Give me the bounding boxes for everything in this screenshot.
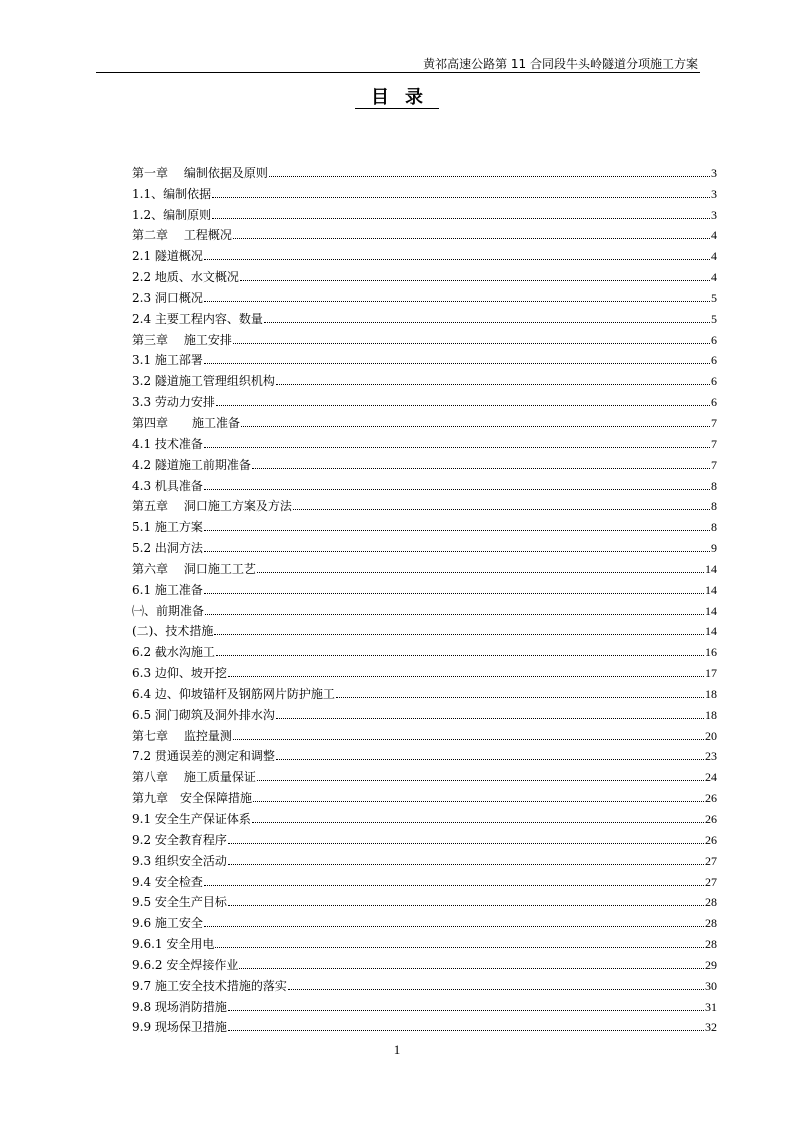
dot-leader bbox=[241, 425, 710, 427]
dot-leader bbox=[212, 196, 710, 198]
toc-entry[interactable] bbox=[132, 993, 717, 1014]
dot-leader bbox=[336, 696, 704, 698]
toc-entry-label: 9.9 现场保卫措施 bbox=[132, 1020, 227, 1035]
toc-entry-page: 5 bbox=[711, 290, 717, 305]
toc-entry-page: 30 bbox=[705, 978, 717, 993]
toc-entry[interactable] bbox=[132, 305, 717, 326]
toc-entry[interactable] bbox=[132, 534, 717, 555]
toc-entry-label: (二)、技术措施 bbox=[132, 624, 214, 639]
toc-entry[interactable] bbox=[132, 242, 717, 263]
dot-leader bbox=[233, 237, 710, 239]
toc-entry[interactable] bbox=[132, 722, 717, 743]
toc-entry-page: 6 bbox=[711, 353, 717, 368]
toc-entry-page: 6 bbox=[711, 374, 717, 389]
toc-entry[interactable] bbox=[132, 763, 717, 784]
toc-entry-page: 23 bbox=[705, 749, 717, 764]
toc-entry-label: 9.2 安全教育程序 bbox=[132, 832, 227, 847]
toc-entry[interactable] bbox=[132, 576, 717, 597]
toc-entry[interactable] bbox=[132, 743, 717, 764]
toc-entry[interactable] bbox=[132, 701, 717, 722]
toc-entry-page: 20 bbox=[705, 728, 717, 743]
toc-entry[interactable] bbox=[132, 1014, 717, 1035]
dot-leader bbox=[276, 758, 704, 760]
toc-entry-label: 6.4 边、仰坡锚杆及钢筋网片防护施工 bbox=[132, 686, 335, 701]
toc-entry-page: 26 bbox=[705, 832, 717, 847]
dot-leader bbox=[288, 988, 704, 990]
dot-leader bbox=[228, 904, 704, 906]
toc-entry[interactable] bbox=[132, 326, 717, 347]
toc-entry[interactable] bbox=[132, 555, 717, 576]
toc-entry-page: 27 bbox=[705, 853, 717, 868]
toc-entry[interactable] bbox=[132, 597, 717, 618]
toc-title bbox=[0, 86, 794, 110]
toc-entry-label: 9.5 安全生产目标 bbox=[132, 895, 227, 910]
toc-entry-label: 第六章 洞口施工工艺 bbox=[132, 561, 256, 576]
dot-leader bbox=[204, 362, 710, 364]
toc-entry-page: 6 bbox=[711, 395, 717, 410]
toc-entry-page: 8 bbox=[711, 520, 717, 535]
toc-entry-page: 7 bbox=[711, 457, 717, 472]
toc-entry[interactable] bbox=[132, 972, 717, 993]
toc-entry[interactable] bbox=[132, 659, 717, 680]
toc-entry[interactable] bbox=[132, 201, 717, 222]
dot-leader bbox=[216, 654, 704, 656]
toc-entry-label: 3.3 劳动力安排 bbox=[132, 395, 215, 410]
toc-entry-page: 4 bbox=[711, 249, 717, 264]
toc-entry-label: 第一章 编制依据及原则 bbox=[132, 165, 268, 180]
dot-leader bbox=[269, 175, 710, 177]
toc-entry-page: 31 bbox=[705, 999, 717, 1014]
toc-entry[interactable] bbox=[132, 472, 717, 493]
toc-entry-page: 32 bbox=[705, 1020, 717, 1035]
toc-entry-label: 2.1 隧道概况 bbox=[132, 249, 203, 264]
toc-entry[interactable] bbox=[132, 680, 717, 701]
toc-entry[interactable] bbox=[132, 618, 717, 639]
toc-entry-page: 26 bbox=[705, 791, 717, 806]
dot-leader bbox=[293, 508, 710, 510]
toc-entry-page: 17 bbox=[705, 666, 717, 681]
toc-entry-label: 6.1 施工准备 bbox=[132, 582, 203, 597]
toc-entry-page: 7 bbox=[711, 436, 717, 451]
toc-entry-label: 9.1 安全生产保证体系 bbox=[132, 812, 251, 826]
dot-leader bbox=[233, 342, 710, 344]
toc-entry-page: 7 bbox=[711, 415, 717, 430]
toc-entry-page: 26 bbox=[705, 812, 717, 826]
toc-entry-page: 18 bbox=[705, 686, 717, 701]
toc-entry-label: 9.4 安全检查 bbox=[132, 874, 203, 889]
dot-leader bbox=[215, 946, 704, 948]
dot-leader bbox=[257, 779, 704, 781]
dot-leader bbox=[204, 592, 704, 594]
toc-entry-label: 6.2 截水沟施工 bbox=[132, 645, 215, 660]
dot-leader bbox=[212, 217, 710, 219]
toc-entry-label: 第五章 洞口施工方案及方法 bbox=[132, 499, 292, 514]
dot-leader bbox=[240, 279, 710, 281]
dot-leader bbox=[239, 967, 704, 969]
dot-leader bbox=[276, 717, 704, 719]
toc-entry-label: ㈠、前期准备 bbox=[132, 603, 205, 618]
toc-entry-page: 5 bbox=[711, 311, 717, 326]
toc-entry-page: 3 bbox=[711, 186, 717, 201]
dot-leader bbox=[204, 925, 704, 927]
toc-entry-page: 16 bbox=[705, 645, 717, 660]
dot-leader bbox=[253, 800, 704, 802]
toc-entry-page: 14 bbox=[705, 561, 717, 576]
toc-entry[interactable] bbox=[132, 493, 717, 514]
dot-leader bbox=[204, 258, 710, 260]
toc-entry[interactable] bbox=[132, 451, 717, 472]
toc-entry-page: 29 bbox=[705, 957, 717, 972]
toc-entry-label: 5.1 施工方案 bbox=[132, 520, 203, 535]
toc-entry-label: 第九章 安全保障措施 bbox=[132, 791, 253, 806]
document-header-title: 黄祁高速公路第 11 合同段牛头岭隧道分项施工方案 bbox=[423, 57, 698, 71]
table-of-contents bbox=[132, 159, 717, 1034]
toc-entry-page: 4 bbox=[711, 228, 717, 243]
toc-entry-page: 27 bbox=[705, 874, 717, 889]
toc-title-text: 目录 bbox=[355, 87, 439, 109]
dot-leader bbox=[204, 884, 704, 886]
toc-entry[interactable] bbox=[132, 805, 717, 826]
toc-entry-label: 第四章 施工准备 bbox=[132, 415, 241, 430]
toc-entry-label: 9.7 施工安全技术措施的落实 bbox=[132, 978, 287, 993]
toc-entry-page: 24 bbox=[705, 770, 717, 785]
toc-entry[interactable] bbox=[132, 847, 717, 868]
dot-leader bbox=[205, 613, 704, 615]
toc-entry-page: 14 bbox=[705, 603, 717, 618]
toc-entry-label: 3.1 施工部署 bbox=[132, 353, 203, 368]
toc-entry[interactable] bbox=[132, 930, 717, 951]
dot-leader bbox=[228, 842, 704, 844]
toc-entry-label: 第二章 工程概况 bbox=[132, 228, 232, 243]
toc-entry-label: 第三章 施工安排 bbox=[132, 332, 232, 347]
toc-entry-label: 2.3 洞口概况 bbox=[132, 290, 203, 305]
toc-entry[interactable] bbox=[132, 951, 717, 972]
toc-entry[interactable] bbox=[132, 367, 717, 388]
toc-entry[interactable] bbox=[132, 909, 717, 930]
toc-entry-page: 28 bbox=[705, 937, 717, 952]
toc-entry-page: 8 bbox=[711, 499, 717, 514]
toc-entry[interactable] bbox=[132, 409, 717, 430]
toc-entry[interactable] bbox=[132, 513, 717, 534]
dot-leader bbox=[252, 467, 710, 469]
dot-leader bbox=[233, 738, 704, 740]
toc-entry-page: 28 bbox=[705, 916, 717, 931]
toc-entry-label: 5.2 出洞方法 bbox=[132, 541, 203, 556]
dot-leader bbox=[204, 529, 710, 531]
dot-leader bbox=[228, 675, 704, 677]
dot-leader bbox=[228, 1009, 704, 1011]
toc-entry[interactable] bbox=[132, 889, 717, 910]
dot-leader bbox=[204, 446, 710, 448]
toc-entry-label: 3.2 隧道施工管理组织机构 bbox=[132, 374, 275, 389]
toc-entry-label: 第七章 监控量测 bbox=[132, 728, 232, 743]
dot-leader bbox=[264, 321, 710, 323]
toc-entry[interactable] bbox=[132, 784, 717, 805]
toc-entry-label: 9.3 组织安全活动 bbox=[132, 853, 227, 868]
dot-leader bbox=[257, 571, 704, 573]
toc-entry-label: 9.8 现场消防措施 bbox=[132, 999, 227, 1014]
toc-entry-label: 4.3 机具准备 bbox=[132, 478, 203, 493]
toc-entry-label: 9.6.2 安全焊接作业 bbox=[132, 957, 239, 972]
dot-leader bbox=[252, 821, 704, 823]
toc-entry-label: 7.2 贯通误差的测定和调整 bbox=[132, 749, 275, 764]
dot-leader bbox=[214, 633, 704, 635]
toc-entry-page: 6 bbox=[711, 332, 717, 347]
dot-leader bbox=[204, 300, 710, 302]
dot-leader bbox=[228, 863, 704, 865]
toc-entry-label: 2.4 主要工程内容、数量 bbox=[132, 311, 263, 326]
toc-entry-label: 1.2、编制原则 bbox=[132, 207, 212, 222]
dot-leader bbox=[276, 383, 710, 385]
dot-leader bbox=[204, 550, 710, 552]
toc-entry-page: 28 bbox=[705, 895, 717, 910]
page-header bbox=[96, 56, 700, 73]
dot-leader bbox=[204, 488, 710, 490]
toc-entry[interactable] bbox=[132, 868, 717, 889]
toc-entry-label: 4.1 技术准备 bbox=[132, 436, 203, 451]
toc-entry-page: 18 bbox=[705, 707, 717, 722]
toc-entry-label: 第八章 施工质量保证 bbox=[132, 770, 256, 785]
toc-entry[interactable] bbox=[132, 284, 717, 305]
toc-entry-label: 1.1、编制依据 bbox=[132, 186, 212, 201]
toc-entry-label: 4.2 隧道施工前期准备 bbox=[132, 457, 251, 472]
toc-entry[interactable] bbox=[132, 180, 717, 201]
toc-entry-label: 6.5 洞门砌筑及洞外排水沟 bbox=[132, 707, 275, 722]
toc-entry[interactable] bbox=[132, 347, 717, 368]
dot-leader bbox=[228, 1029, 704, 1031]
toc-entry-page: 8 bbox=[711, 478, 717, 493]
toc-entry-page: 3 bbox=[711, 165, 717, 180]
page-number: 1 bbox=[393, 1042, 401, 1057]
toc-entry[interactable] bbox=[132, 388, 717, 409]
toc-entry-label: 6.3 边仰、坡开挖 bbox=[132, 666, 227, 681]
toc-entry[interactable] bbox=[132, 222, 717, 243]
toc-entry-label: 2.2 地质、水文概况 bbox=[132, 270, 239, 285]
toc-entry-page: 9 bbox=[711, 541, 717, 556]
toc-entry-page: 4 bbox=[711, 270, 717, 285]
toc-entry-label: 9.6 施工安全 bbox=[132, 916, 203, 931]
toc-entry-label: 9.6.1 安全用电 bbox=[132, 937, 215, 952]
toc-entry[interactable] bbox=[132, 159, 717, 180]
toc-entry-page: 14 bbox=[705, 582, 717, 597]
toc-entry-page: 14 bbox=[705, 624, 717, 639]
toc-entry[interactable] bbox=[132, 263, 717, 284]
toc-entry-page: 3 bbox=[711, 207, 717, 222]
toc-entry[interactable] bbox=[132, 430, 717, 451]
dot-leader bbox=[216, 404, 710, 406]
toc-entry[interactable] bbox=[132, 638, 717, 659]
toc-entry[interactable] bbox=[132, 826, 717, 847]
